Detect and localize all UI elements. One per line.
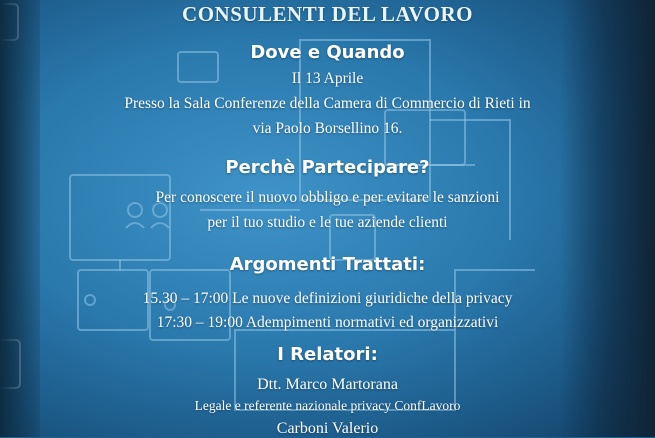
event-date: Il 13 Aprile (291, 70, 364, 87)
event-venue: Presso la Sala Conferenze della Camera di Commercio di Rieti in (124, 95, 531, 112)
speaker-2-name: Carboni Valerio (276, 420, 379, 437)
why-heading: Perchè Partecipare? (225, 157, 430, 178)
why-line-2: per il tuo studio e le tue aziende clienti (207, 214, 448, 231)
topic-line-1: 15.30 – 17:00 Le nuove definizioni giuridiche della privacy (142, 290, 513, 307)
when-where-heading: Dove e Quando (250, 42, 405, 63)
speaker-1-role: Legale e referente nazionale privacy ConfLavoro (194, 398, 461, 413)
speaker-1-name: Dtt. Marco Martorana (257, 376, 398, 393)
topics-heading: Argomenti Trattati: (229, 254, 426, 275)
why-line-1: Per conoscere il nuovo obbligo e per evitare le sanzioni (155, 189, 500, 206)
topic-line-2: 17:30 – 19:00 Adempimenti normativi ed organizzativi (156, 314, 499, 331)
event-address: via Paolo Borsellino 16. (252, 120, 403, 137)
flyer-title: CONSULENTI DEL LAVORO (182, 2, 473, 26)
speakers-heading: I Relatori: (277, 344, 378, 365)
